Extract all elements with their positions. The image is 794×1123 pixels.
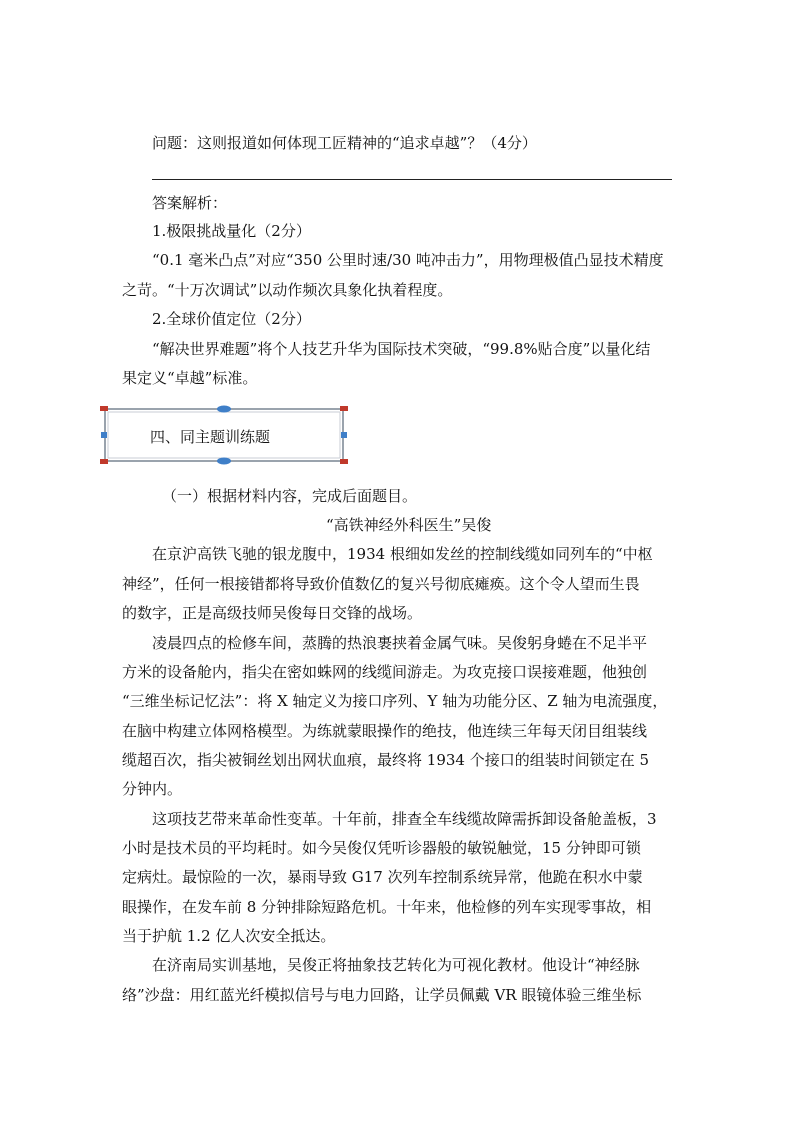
paragraph-line: 缆超百次，指尖被铜丝划出网状血痕，最终将 1934 个接口的组装时间锁定在 5 [122,751,650,769]
paragraph-line: 络”沙盘：用红蓝光纤模拟信号与电力回路，让学员佩戴 VR 眼镜体验三维坐标 [122,986,642,1004]
subsection-instruction: （一）根据材料内容，完成后面题目。 [162,487,418,505]
question-text: 问题：这则报道如何体现工匠精神的“追求卓越”？（4分） [152,134,537,152]
section-heading: 四、同主题训练题 [150,428,271,446]
answer-point1-title: 1.极限挑战量化（2分） [152,222,311,240]
article-title: “高铁神经外科医生”吴俊 [326,516,492,534]
paragraph-line: “三维坐标记忆法”：将 X 轴定义为接口序列、Y 轴为功能分区、Z 轴为电流强度， [122,692,668,710]
answer-header: 答案解析： [152,194,228,212]
paragraph-line: 眼操作，在发车前 8 分钟排除短路危机。十年来，他检修的列车实现零事故，相 [122,898,652,916]
answer-point1-line: “0.1 毫米凸点”对应“350 公里时速/30 吨冲击力”，用物理极值凸显技术精度 [152,251,664,269]
paragraph-line: 当于护航 1.2 亿人次安全抵达。 [122,927,336,945]
paragraph-line: 小时是技术员的平均耗时。如今吴俊仅凭听诊器般的敏锐触觉，15 分钟即可锁 [122,839,641,857]
paragraph-line: 分钟内。 [122,780,183,798]
paragraph-line: 神经”，任何一根接错都将导致价值数亿的复兴号彻底瘫痪。这个令人望而生畏 [122,575,640,593]
paragraph-line: 在京沪高铁飞驰的银龙腹中，1934 根细如发丝的控制线缆如同列车的“中枢 [152,545,653,563]
answer-point2-line: “解决世界难题”将个人技艺升华为国际技术突破，“99.8%贴合度”以量化结 [152,340,651,358]
paragraph-line: 凌晨四点的检修车间，蒸腾的热浪裹挟着金属气味。吴俊躬身蜷在不足半平 [152,634,648,652]
paragraph-line: 的数字，正是高级技师吴俊每日交锋的战场。 [122,604,423,622]
answer-point1-line: 之苛。“十万次调试”以动作频次具象化执着程度。 [122,281,453,299]
answer-blank-line [152,179,672,180]
paragraph-line: 方米的设备舱内，指尖在密如蛛网的线缆间游走。为攻克接口误接难题，他独创 [122,663,648,681]
paragraph-line: 这项技艺带来革命性变革。十年前，排查全车线缆故障需拆卸设备舱盖板，3 [152,810,657,828]
answer-point2-title: 2.全球价值定位（2分） [152,310,311,328]
answer-point2-line: 果定义“卓越”标准。 [122,369,258,387]
paragraph-line: 在脑中构建立体网格模型。为练就蒙眼操作的绝技，他连续三年每天闭目组装线 [122,722,648,740]
paragraph-line: 定病灶。最惊险的一次，暴雨导致 G17 次列车控制系统异常，他跪在积水中蒙 [122,868,643,886]
paragraph-line: 在济南局实训基地，吴俊正将抽象技艺转化为可视化教材。他设计“神经脉 [152,956,640,974]
